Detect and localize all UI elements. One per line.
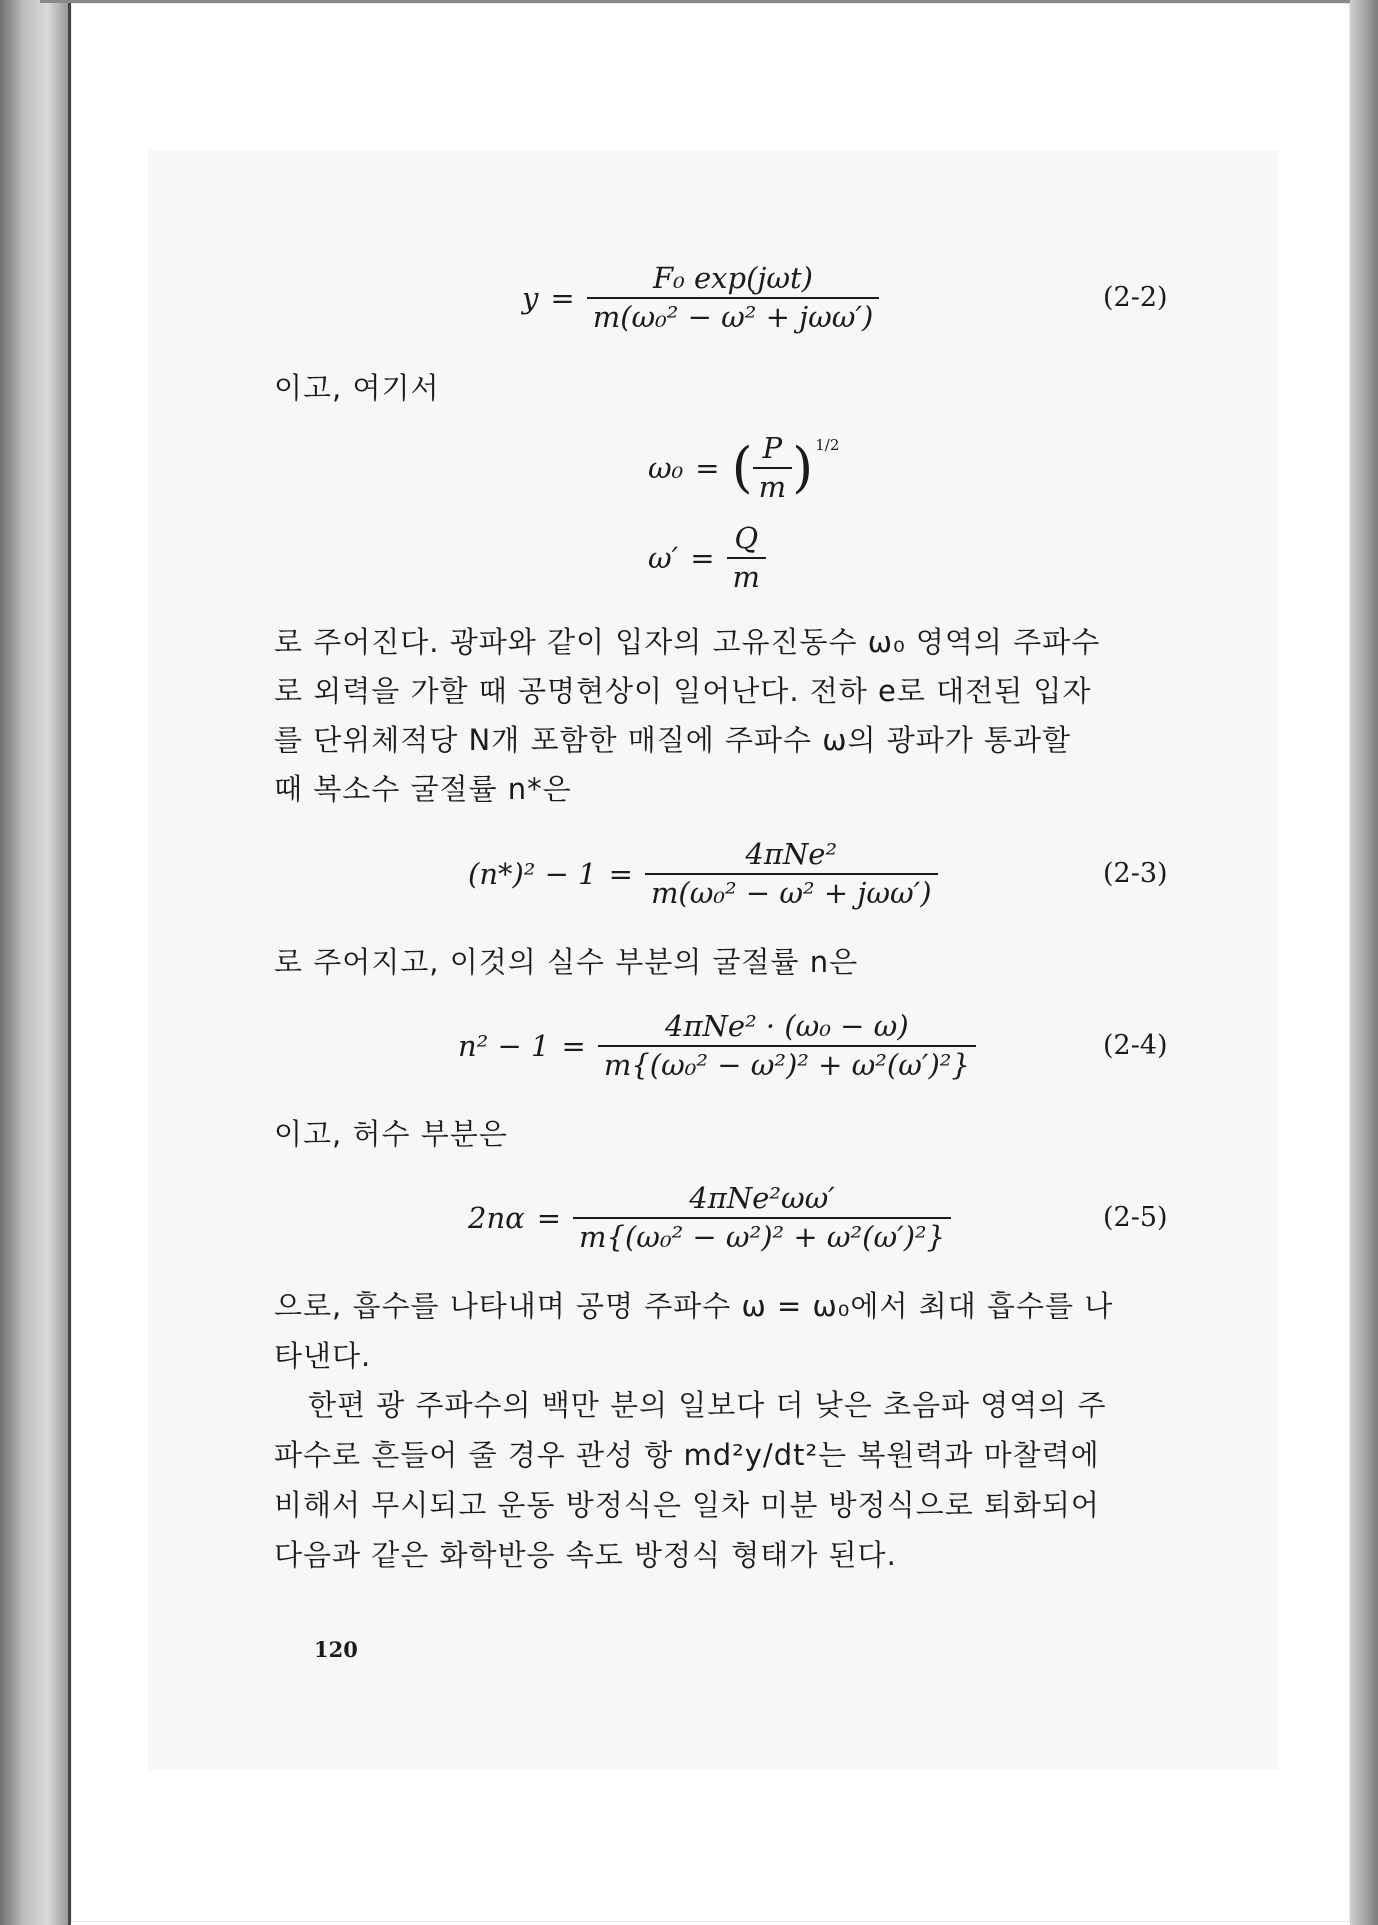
exponent: 1/2	[815, 436, 840, 454]
equation-number: (2-4)	[1103, 1030, 1168, 1061]
fraction	[573, 1182, 951, 1255]
book-spine-edge	[0, 0, 68, 1925]
text-line: 때 복소수 굴절률 n*은	[274, 772, 572, 806]
text-line: 파수로 흔들어 줄 경우 관성 항 md²y/dt²는 복원력과 마찰력에	[274, 1438, 1100, 1472]
text-line: 로 외력을 가할 때 공명현상이 일어난다. 전하 e로 대전된 입자	[274, 674, 1092, 708]
text-line: 타낸다.	[274, 1339, 372, 1373]
page-number: 120	[314, 1637, 358, 1662]
equation-2-5	[468, 1182, 951, 1255]
fraction-denominator: m	[727, 557, 767, 594]
fraction-denominator: m(ω₀² − ω² + jωω′)	[645, 873, 938, 910]
fraction-denominator: m	[753, 467, 793, 504]
fraction-denominator: m{(ω₀² − ω²)² + ω²(ω′)²}	[573, 1217, 951, 1254]
equals-sign: =	[608, 857, 633, 892]
equation-lhs: ω′	[648, 541, 679, 576]
text-line: 를 단위체적당 N개 포함한 매질에 주파수 ω의 광파가 통과할	[274, 723, 1072, 757]
text-line: 로 주어진다. 광파와 같이 입자의 고유진동수 ω₀ 영역의 주파수	[274, 625, 1101, 659]
right-paren: )	[792, 436, 814, 500]
text-line: 으로, 흡수를 나타내며 공명 주파수 ω = ω₀에서 최대 흡수를 나	[274, 1289, 1114, 1323]
equation-number: (2-3)	[1103, 858, 1168, 889]
equation-omega-prime	[648, 522, 766, 595]
equation-lhs: 2nα	[468, 1201, 525, 1236]
fraction	[587, 262, 880, 335]
text-line: 비해서 무시되고 운동 방정식은 일차 미분 방정식으로 퇴화되어	[274, 1488, 1100, 1522]
equation-2-2	[522, 262, 879, 335]
fraction-denominator: m(ω₀² − ω² + jωω′)	[587, 297, 880, 334]
left-paren: (	[731, 436, 753, 500]
text-line: 이고, 여기서	[274, 371, 440, 405]
text-line: 한편 광 주파수의 백만 분의 일보다 더 낮은 초음파 영역의 주	[308, 1388, 1107, 1422]
fraction	[598, 1010, 976, 1083]
text-line: 이고, 허수 부분은	[274, 1117, 508, 1151]
text-line: 로 주어지고, 이것의 실수 부분의 굴절률 n은	[274, 945, 859, 979]
equals-sign: =	[690, 541, 715, 576]
book-page-edges	[1350, 0, 1378, 1925]
fraction-numerator: 4πNe²	[745, 837, 838, 871]
fraction-numerator: F₀ exp(jωt)	[653, 261, 813, 295]
equals-sign: =	[550, 281, 575, 316]
equation-2-3	[468, 838, 938, 911]
fraction-numerator: 4πNe² · (ω₀ − ω)	[665, 1009, 909, 1043]
fraction	[753, 432, 793, 505]
equation-lhs: n² − 1	[458, 1029, 550, 1064]
fraction	[727, 522, 767, 595]
equation-omega0	[648, 432, 839, 505]
fraction	[645, 838, 938, 911]
text-line: 다음과 같은 화학반응 속도 방정식 형태가 된다.	[274, 1538, 897, 1572]
fraction-numerator: 4πNe²ωω′	[689, 1181, 835, 1215]
equals-sign: =	[695, 451, 720, 486]
equation-number: (2-5)	[1103, 1202, 1168, 1233]
equals-sign: =	[536, 1201, 562, 1236]
equation-lhs: ω₀	[648, 451, 684, 486]
fraction-numerator: P	[762, 431, 783, 465]
equation-number: (2-2)	[1103, 282, 1168, 313]
equation-lhs: (n*)² − 1	[468, 857, 597, 892]
equation-lhs: y	[522, 281, 539, 316]
fraction-denominator: m{(ω₀² − ω²)² + ω²(ω′)²}	[598, 1045, 976, 1082]
fraction-numerator: Q	[734, 521, 759, 555]
equals-sign: =	[561, 1029, 586, 1064]
equation-2-4	[458, 1010, 976, 1083]
